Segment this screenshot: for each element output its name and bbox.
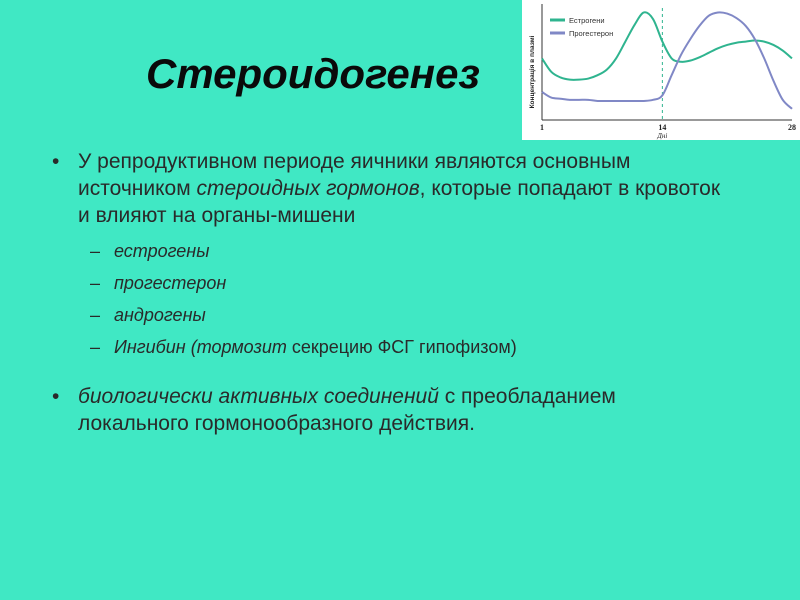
slide-content — [52, 148, 732, 437]
dash-marker: – — [90, 273, 101, 293]
slide-title: Стероидогенез — [146, 50, 480, 97]
bullet-dot: • — [52, 385, 60, 408]
legend-label: Прогестерон — [569, 29, 614, 38]
bullet-1-text: У репродуктивном периоде яичники являются основным источником — [78, 150, 631, 200]
hormone-item-progesterone — [90, 267, 732, 299]
hormone-item-inhibin — [90, 331, 732, 363]
hormone-chart-svg — [522, 0, 800, 140]
hormone-item-emphasis: Ингибин (тормозит — [114, 337, 287, 357]
bullet-2-text: с преобладанием локального гормонообразного действия. — [78, 385, 616, 435]
dash-marker: – — [90, 305, 101, 325]
hormone-list — [52, 235, 732, 363]
progesterone-series-line — [542, 12, 792, 108]
x-tick-label: 1 — [540, 123, 544, 132]
bullet-dot: • — [52, 150, 60, 173]
bullet-1-text-end: , которые попадают в кровоток и влияют на органы-мишени — [78, 177, 721, 227]
bullet-2-emphasis: биологически активных соединений — [78, 385, 439, 408]
hormone-item-text: андрогены — [114, 305, 206, 325]
hormone-chart — [522, 0, 800, 140]
legend-label: Естрогени — [569, 16, 605, 25]
x-axis-label: Дні — [657, 132, 668, 140]
dash-marker: – — [90, 241, 101, 261]
dash-marker: – — [90, 337, 101, 357]
x-tick-label: 28 — [788, 123, 796, 132]
hormone-item-estrogens — [90, 235, 732, 267]
bullet-1 — [52, 148, 732, 229]
bullet-1-emphasis: стероидных гормонов — [196, 177, 420, 200]
hormone-item-text: естрогены — [114, 241, 210, 261]
bullet-2 — [52, 383, 732, 437]
y-axis-label: Концентрація в плазмі — [529, 35, 536, 109]
hormone-item-text: секрецию ФСГ гипофизом) — [286, 337, 517, 357]
x-tick-label: 14 — [658, 123, 667, 132]
hormone-item-text: прогестерон — [114, 273, 227, 293]
hormone-item-androgens — [90, 299, 732, 331]
